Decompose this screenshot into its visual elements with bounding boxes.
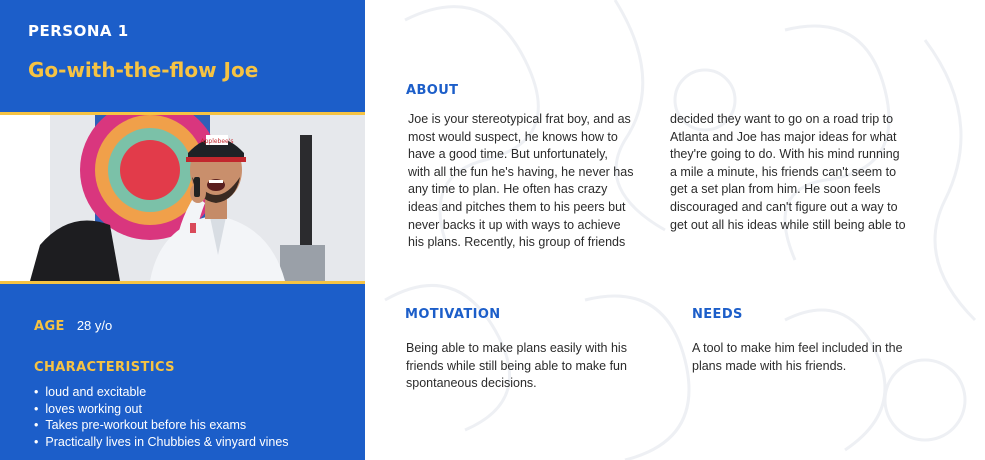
text-line: get a set plan from him. He soon feels	[670, 182, 881, 197]
list-item: • loves working out	[34, 401, 289, 418]
characteristics-list	[34, 384, 289, 450]
text-line: decided they want to go on a road trip to	[670, 112, 894, 126]
persona-sidebar	[0, 0, 365, 460]
needs-text	[692, 340, 942, 375]
about-text-column-2	[670, 111, 930, 234]
text-line: never backs it up with ways to achieve	[408, 217, 621, 232]
about-title: ABOUT	[406, 83, 459, 98]
persona-label: PERSONA 1	[28, 22, 129, 40]
text-line: most would suspect, he knows how to	[408, 129, 618, 144]
age-value: 28 y/o	[76, 318, 113, 333]
age-row	[34, 318, 112, 334]
cap-logo-text: Applebee's	[200, 138, 234, 145]
persona-photo-illustration	[0, 115, 365, 281]
list-item: • Practically lives in Chubbies & vinyard vines	[34, 434, 289, 451]
motivation-title: MOTIVATION	[405, 307, 501, 322]
age-label: AGE	[34, 319, 65, 334]
list-item: • loud and excitable	[34, 384, 289, 401]
text-line: plans made with his friends.	[692, 358, 847, 373]
characteristics-title: CHARACTERISTICS	[34, 360, 175, 375]
text-line: Joe is your stereotypical frat boy, and as	[408, 112, 631, 126]
motivation-text	[406, 340, 656, 393]
text-line: they're going to do. With his mind running	[670, 147, 900, 162]
list-item: • Takes pre-workout before his exams	[34, 417, 289, 434]
persona-name: Go-with-the-flow Joe	[28, 58, 259, 82]
text-line: discouraged and can't figure out a way to	[670, 199, 898, 214]
text-line: ideas and pitches them to his peers but	[408, 199, 626, 214]
persona-photo	[0, 112, 365, 284]
text-line: any time to plan. He often has crazy	[408, 182, 608, 197]
text-line: Being able to make plans easily with his	[406, 341, 627, 355]
needs-title: NEEDS	[692, 307, 743, 322]
text-line: with all the fun he's having, he never has	[408, 164, 634, 179]
text-line: Atlanta and Joe has major ideas for what	[670, 129, 897, 144]
about-text-column-1	[408, 111, 658, 252]
text-line: get out all his ideas while still being able to	[670, 217, 906, 232]
text-line: A tool to make him feel included in the	[692, 341, 903, 355]
text-line: spontaneous decisions.	[406, 376, 537, 391]
text-line: a mile a minute, his friends can't seem to	[670, 164, 897, 179]
text-line: friends while still being able to make fun	[406, 358, 627, 373]
text-line: his plans. Recently, his group of friends	[408, 235, 626, 250]
text-line: have a good time. But unfortunately,	[408, 147, 608, 162]
